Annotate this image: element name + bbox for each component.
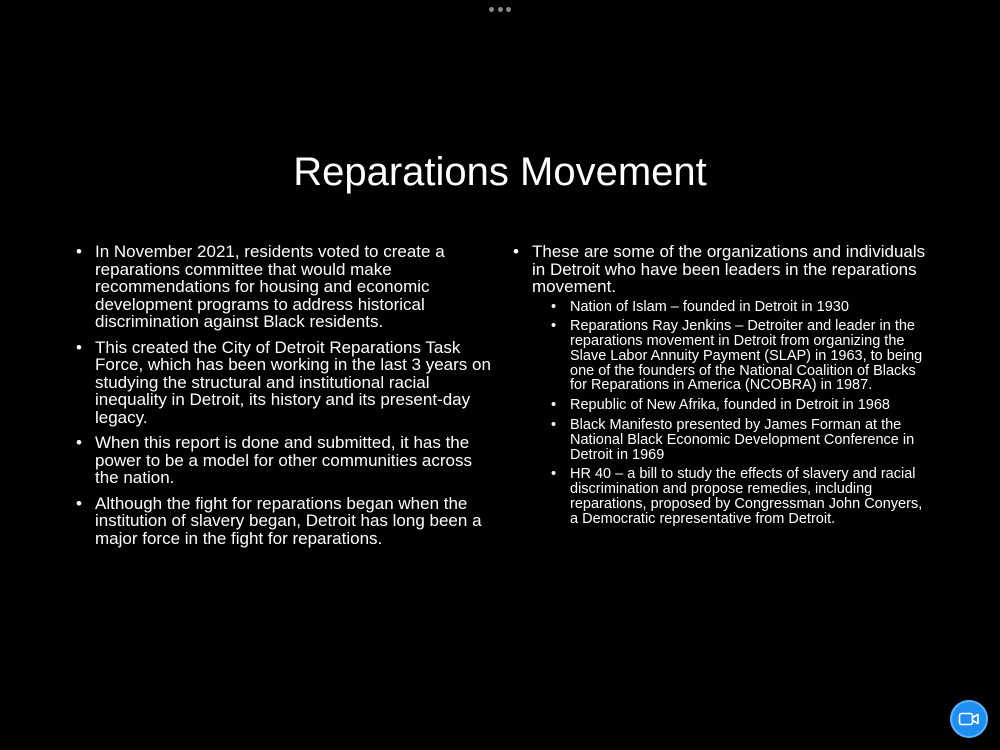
left-bullet-list xyxy=(76,243,496,555)
list-item: • This created the City of Detroit Reparations Task Force, which has been working in the last 3 years on studying the structural and institutional racial inequality in Detroit, its history and its present-day legacy. xyxy=(76,339,496,427)
list-item: • Although the fight for reparations began when the institution of slavery began, Detroit has long been a major force in the fight for reparations. xyxy=(76,495,496,548)
sub-list-item: • Reparations Ray Jenkins – Detroiter and leader in the reparations movement in Detroit from organizing the Slave Labor Annuity Payment (SLAP) in 1963, to being one of the founders of the National Coalition of Blacks for Reparations in America (NCOBRA) in 1987. xyxy=(551,319,933,393)
list-item: • When this report is done and submitted, it has the power to be a model for other communities across the nation. xyxy=(76,434,496,487)
right-bullet-list xyxy=(513,243,933,535)
sub-bullet-list xyxy=(532,300,933,527)
list-item-text: These are some of the organizations and individuals in Detroit who have been leaders in the reparations movement. xyxy=(532,242,926,296)
video-camera-button[interactable] xyxy=(950,700,988,738)
video-camera-icon xyxy=(958,711,980,727)
sub-list-item: • Black Manifesto presented by James Forman at the National Black Economic Development Conference in Detroit in 1969 xyxy=(551,418,933,462)
more-dots-icon[interactable] xyxy=(489,4,511,14)
sub-list-item: • Nation of Islam – founded in Detroit in 1930 xyxy=(551,300,933,315)
sub-list-item: • HR 40 – a bill to study the effects of slavery and racial discrimination and propose remedies, including reparations, proposed by Congressman John Conyers, a Democratic representative from Detroit. xyxy=(551,467,933,526)
list-item xyxy=(513,243,933,527)
sub-list-item: • Republic of New Afrika, founded in Detroit in 1968 xyxy=(551,398,933,413)
slide-title: Reparations Movement xyxy=(293,150,707,194)
list-item: • In November 2021, residents voted to create a reparations committee that would make recommendations for housing and economic development programs to address historical discrimination against Black residents. xyxy=(76,243,496,331)
